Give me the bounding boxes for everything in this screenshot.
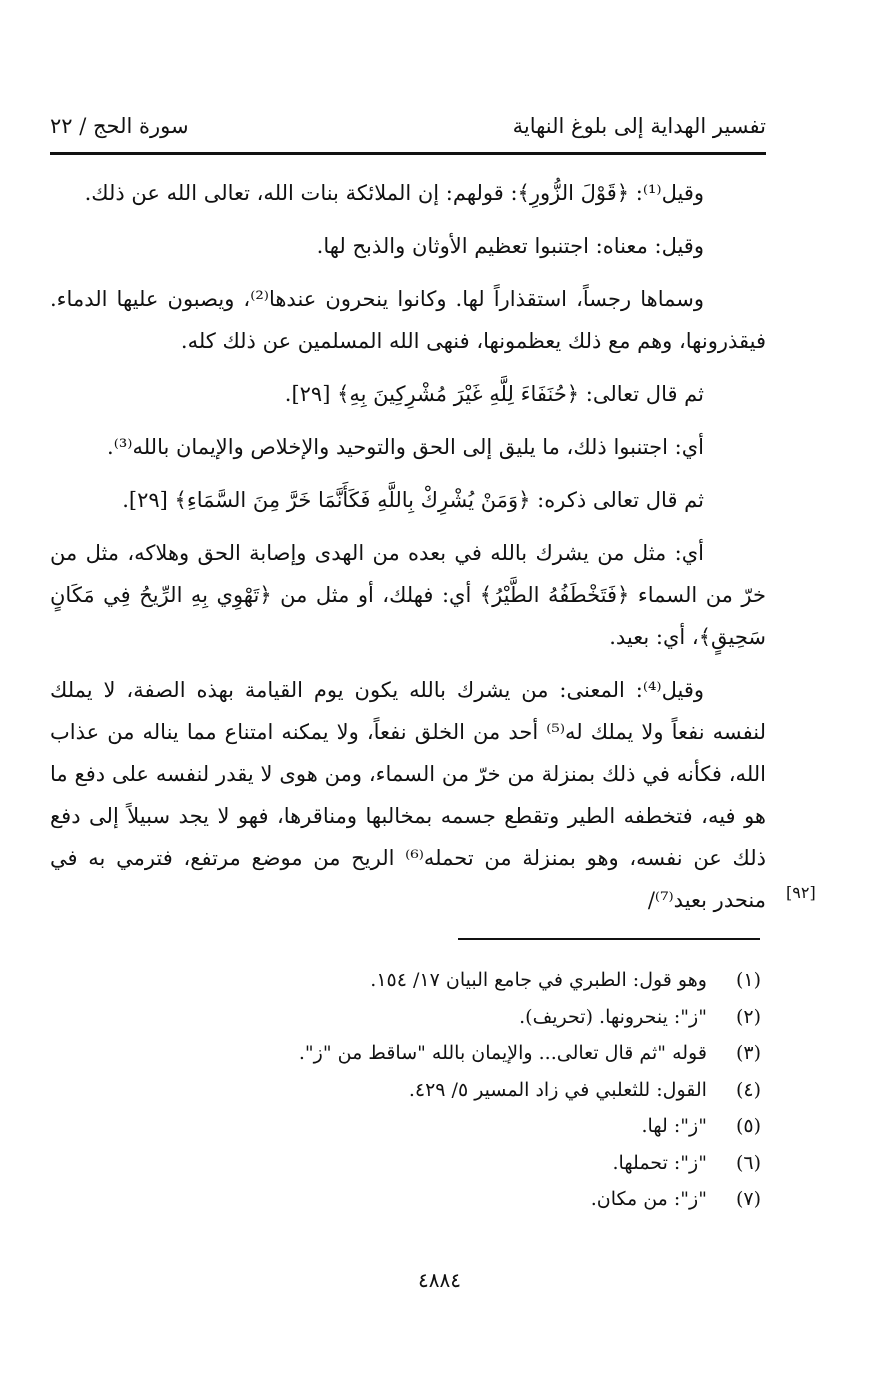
footnote-item: [201, 962, 761, 999]
footnote-text: القول: للثعلبي في زاد المسير ٥/ ٤٢٩.: [408, 1078, 707, 1101]
footnote-text: "ز": تحملها.: [612, 1151, 707, 1174]
footnote-number: (٧): [735, 1188, 761, 1210]
footnote-text: قوله "ثم قال تعالى... والإيمان بالله "ساقط من "ز".: [298, 1042, 707, 1064]
footnote-item: [201, 1035, 761, 1072]
paragraph: أي: اجتنبوا ذلك، ما يليق إلى الحق والتوحيد والإخلاص والإيمان بالله⁽³⁾.: [107, 435, 704, 459]
footnote-text: "ز": من مكان.: [590, 1188, 707, 1210]
running-header: [50, 108, 766, 155]
footnotes: [201, 962, 761, 1218]
margin-page-marker: [٩٢]: [786, 883, 816, 902]
surah-reference: سورة الحج / ٢٢: [50, 114, 189, 138]
footnote-number: (٢): [735, 1005, 761, 1028]
paragraph: ثم قال تعالى ذكره: ﴿وَمَنْ يُشْرِكْ بِاللَّهِ فَكَأَنَّمَا خَرَّ مِنَ السَّمَاءِ﴾ [٢٩].: [122, 488, 704, 512]
footnote-item: [201, 1145, 761, 1182]
page-number: ٤٨٨٤: [418, 1268, 461, 1292]
footnote-number: (٦): [735, 1151, 761, 1174]
footnote-number: (٥): [735, 1115, 761, 1137]
paragraph: وقيل⁽¹⁾: ﴿قَوْلَ الزُّورِ﴾: قولهم: إن الملائكة بنات الله، تعالى الله عن ذلك.: [84, 181, 704, 205]
paragraph: وقيل⁽⁴⁾: المعنى: من يشرك بالله يكون يوم القيامة بهذه الصفة، لا يملك لنفسه نفعاً ولا يملك له⁽⁵⁾ أحد من الخلق نفعاً، ولا يمكنه امتناع مما يناله من عذاب الله، فكأنه في ذلك بمنزلة من خرّ من السماء، ومن هوى لا يقدر لنفسه على دفع ما هو فيه، فتخطفه الطير وتقطع جسمه بمخالبها ومناقرها، فهو لا يجد سبيلاً إلى دفع ذلك عن نفسه، وهو بمنزلة من تحمله⁽⁶⁾ الريح من موضع مرتفع، فترمي به في منحدر بعيد⁽⁷⁾/: [50, 678, 767, 912]
footnote-text: "ز": لها.: [641, 1115, 707, 1137]
book-title: تفسير الهداية إلى بلوغ النهاية: [512, 114, 766, 138]
paragraph: ثم قال تعالى: ﴿حُنَفَاءَ لِلَّهِ غَيْرَ مُشْرِكِينَ بِهِ﴾ [٢٩].: [284, 382, 704, 406]
footnote-number: (١): [735, 969, 761, 991]
footnote-number: (٣): [735, 1042, 761, 1064]
footnote-divider: [458, 938, 760, 940]
footnote-text: "ز": ينحرونها. (تحريف).: [519, 1005, 707, 1028]
footnote-number: (٤): [735, 1078, 761, 1101]
paragraph: أي: مثل من يشرك بالله في بعده من الهدى وإصابة الحق وهلاكه، مثل من خرّ من السماء ﴿فَتَخْطَفُهُ الطَّيْرُ﴾ أي: فهلك، أو مثل من ﴿تَهْوِي بِهِ الرِّيحُ فِي مَكَانٍ سَحِيقٍ﴾، أي: بعيد.: [50, 541, 766, 649]
paragraph: وقيل: معناه: اجتنبوا تعظيم الأوثان والذبح لها.: [316, 234, 704, 258]
footnote-item: [201, 1108, 761, 1145]
footnote-item: [201, 1072, 761, 1109]
footnote-text: وهو قول: الطبري في جامع البيان ١٧/ ١٥٤.: [370, 969, 707, 991]
paragraph: وسماها رجساً، استقذاراً لها. وكانوا ينحرون عندها⁽²⁾، ويصبون عليها الدماء. فيقذرونها، وهم مع ذلك يعظمونها، فنهى الله المسلمين عن ذلك كله.: [50, 287, 766, 353]
main-text: [50, 172, 766, 932]
footnote-item: [201, 999, 761, 1036]
footnote-item: [201, 1181, 761, 1218]
